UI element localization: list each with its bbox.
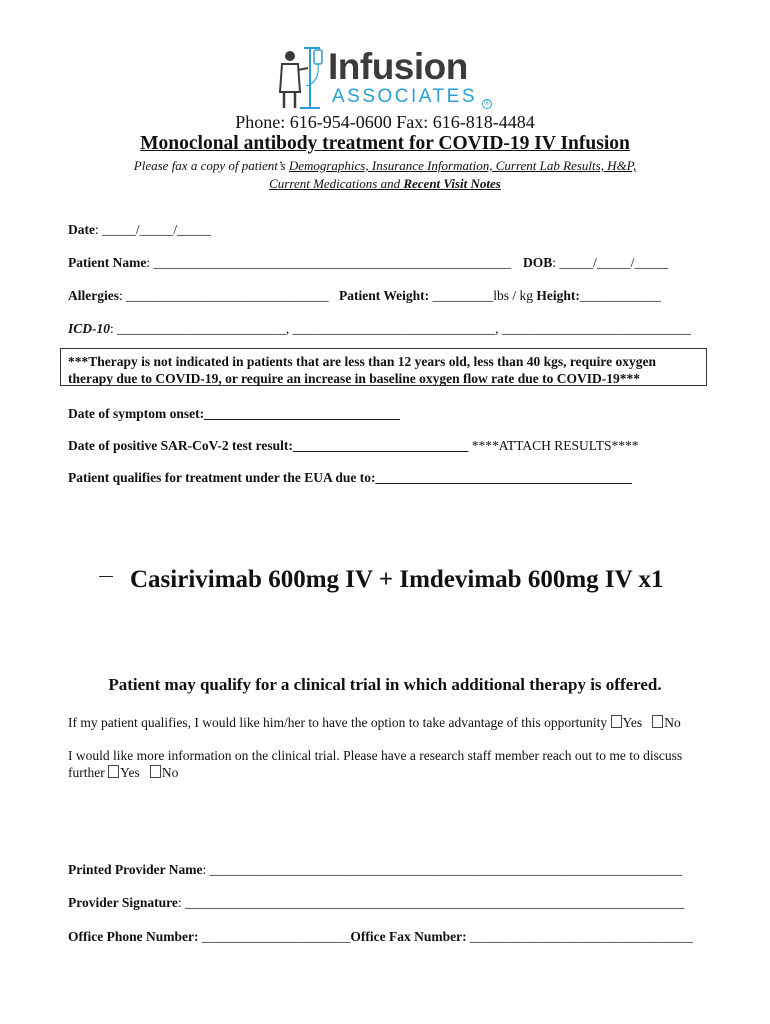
clinical-trial-heading: Patient may qualify for a clinical trial in which additional therapy is offered. bbox=[108, 675, 662, 694]
note-prefix: Please fax a copy of patient’s bbox=[133, 158, 289, 173]
office-contact-field[interactable] bbox=[68, 929, 693, 945]
patient-name-field[interactable] bbox=[68, 255, 511, 271]
trial-option-no-checkbox[interactable] bbox=[652, 715, 663, 728]
drug-order: Casirivimab 600mg IV + Imdevimab 600mg IV x1 bbox=[130, 566, 664, 593]
office-fax-blank[interactable]: _________________________________ bbox=[466, 929, 693, 944]
attach-results-note: ****ATTACH RESULTS**** bbox=[468, 438, 639, 453]
drug-checkbox[interactable] bbox=[99, 576, 113, 577]
provider-signature-label: Provider Signature bbox=[68, 895, 178, 910]
company-logo bbox=[276, 42, 496, 112]
trial-info-text-2: further bbox=[68, 765, 109, 780]
fax-instructions bbox=[0, 157, 770, 193]
icd10-blank[interactable]: : _________________________, ______________________________, ____________________________ bbox=[110, 321, 691, 336]
logo-word-associates: ASSOCIATES bbox=[332, 86, 478, 107]
height-label: Height: bbox=[536, 288, 580, 303]
allergies-blank[interactable]: : ______________________________ bbox=[118, 288, 329, 303]
icd10-field[interactable] bbox=[68, 321, 691, 337]
provider-name-label: Printed Provider Name bbox=[68, 862, 203, 877]
trial-option-no-label: No bbox=[664, 715, 681, 730]
trial-option-text: If my patient qualifies, I would like him/her to have the option to take advantage of this opportunity bbox=[68, 715, 611, 730]
dob-label: DOB bbox=[523, 255, 553, 270]
trial-option-yes-checkbox[interactable] bbox=[611, 715, 622, 728]
provider-signature-field[interactable] bbox=[68, 895, 685, 911]
note-docs: Demographics, Insurance Information, Current Lab Results, H&P, bbox=[288, 158, 637, 173]
logo-word-infusion: Infusion bbox=[328, 46, 468, 87]
contact-line: Phone: 616-954-0600 Fax: 616-818-4484 bbox=[235, 112, 535, 132]
trial-info-yes-checkbox[interactable] bbox=[108, 765, 119, 778]
date-blank[interactable]: : _____/_____/_____ bbox=[95, 222, 211, 237]
positive-test-field[interactable] bbox=[68, 438, 639, 454]
office-fax-label: Office Fax Number: bbox=[350, 929, 467, 944]
therapy-warning-box: ***Therapy is not indicated in patients that are less than 12 years old, less than 40 kgs, require oxygen therapy due to COVID-19, or require an increase in baseline oxygen flow rate due to COVID-19*** bbox=[60, 348, 707, 386]
note-line2-a: Current Medications and bbox=[269, 176, 404, 191]
patient-name-blank[interactable]: : _____________________________________________________ bbox=[146, 255, 512, 270]
eua-field[interactable]: Patient qualifies for treatment under the EUA due to:______________________________________ bbox=[68, 470, 632, 485]
height-blank[interactable]: ____________ bbox=[579, 288, 661, 303]
allergies-label: Allergies bbox=[68, 288, 119, 303]
date-field[interactable] bbox=[68, 222, 211, 238]
note-line2-b: Recent Visit Notes bbox=[403, 176, 501, 191]
trial-info-text: I would like more information on the clinical trial. Please have a research staff member reach out to me to discuss bbox=[68, 748, 683, 763]
iv-pole-doctor-icon bbox=[276, 42, 326, 112]
trial-option-question bbox=[68, 714, 681, 731]
provider-signature-blank[interactable]: : __________________________________________________________________________ bbox=[177, 895, 685, 910]
dob-blank[interactable]: : _____/_____/_____ bbox=[552, 255, 669, 270]
trial-option-yes-label: Yes bbox=[622, 715, 643, 730]
trial-info-no-label: No bbox=[161, 765, 179, 780]
trial-info-question bbox=[68, 747, 682, 781]
patient-name-label: Patient Name bbox=[68, 255, 147, 270]
registered-mark: ® bbox=[482, 99, 492, 109]
symptom-onset-field[interactable]: Date of symptom onset:_____________________________ bbox=[68, 406, 400, 421]
icd10-label: ICD-10 bbox=[68, 321, 111, 336]
weight-height-field[interactable] bbox=[339, 288, 661, 304]
provider-name-blank[interactable]: : ______________________________________________________________________ bbox=[202, 862, 683, 877]
office-phone-label: Office Phone Number: bbox=[68, 929, 199, 944]
page-title: Monoclonal antibody treatment for COVID-19 IV Infusion bbox=[140, 133, 630, 154]
provider-name-field[interactable] bbox=[68, 862, 682, 878]
positive-test-label[interactable]: Date of positive SAR-CoV-2 test result:__________________________ bbox=[68, 438, 469, 453]
allergies-field[interactable] bbox=[68, 288, 329, 304]
trial-info-yes-label: Yes bbox=[120, 765, 140, 780]
dob-field[interactable] bbox=[523, 255, 668, 271]
date-label: Date bbox=[68, 222, 95, 237]
office-phone-blank[interactable]: ______________________ bbox=[198, 929, 351, 944]
weight-blank[interactable]: _________lbs / kg bbox=[429, 288, 537, 303]
trial-info-no-checkbox[interactable] bbox=[150, 765, 161, 778]
weight-label: Patient Weight: bbox=[339, 288, 430, 303]
